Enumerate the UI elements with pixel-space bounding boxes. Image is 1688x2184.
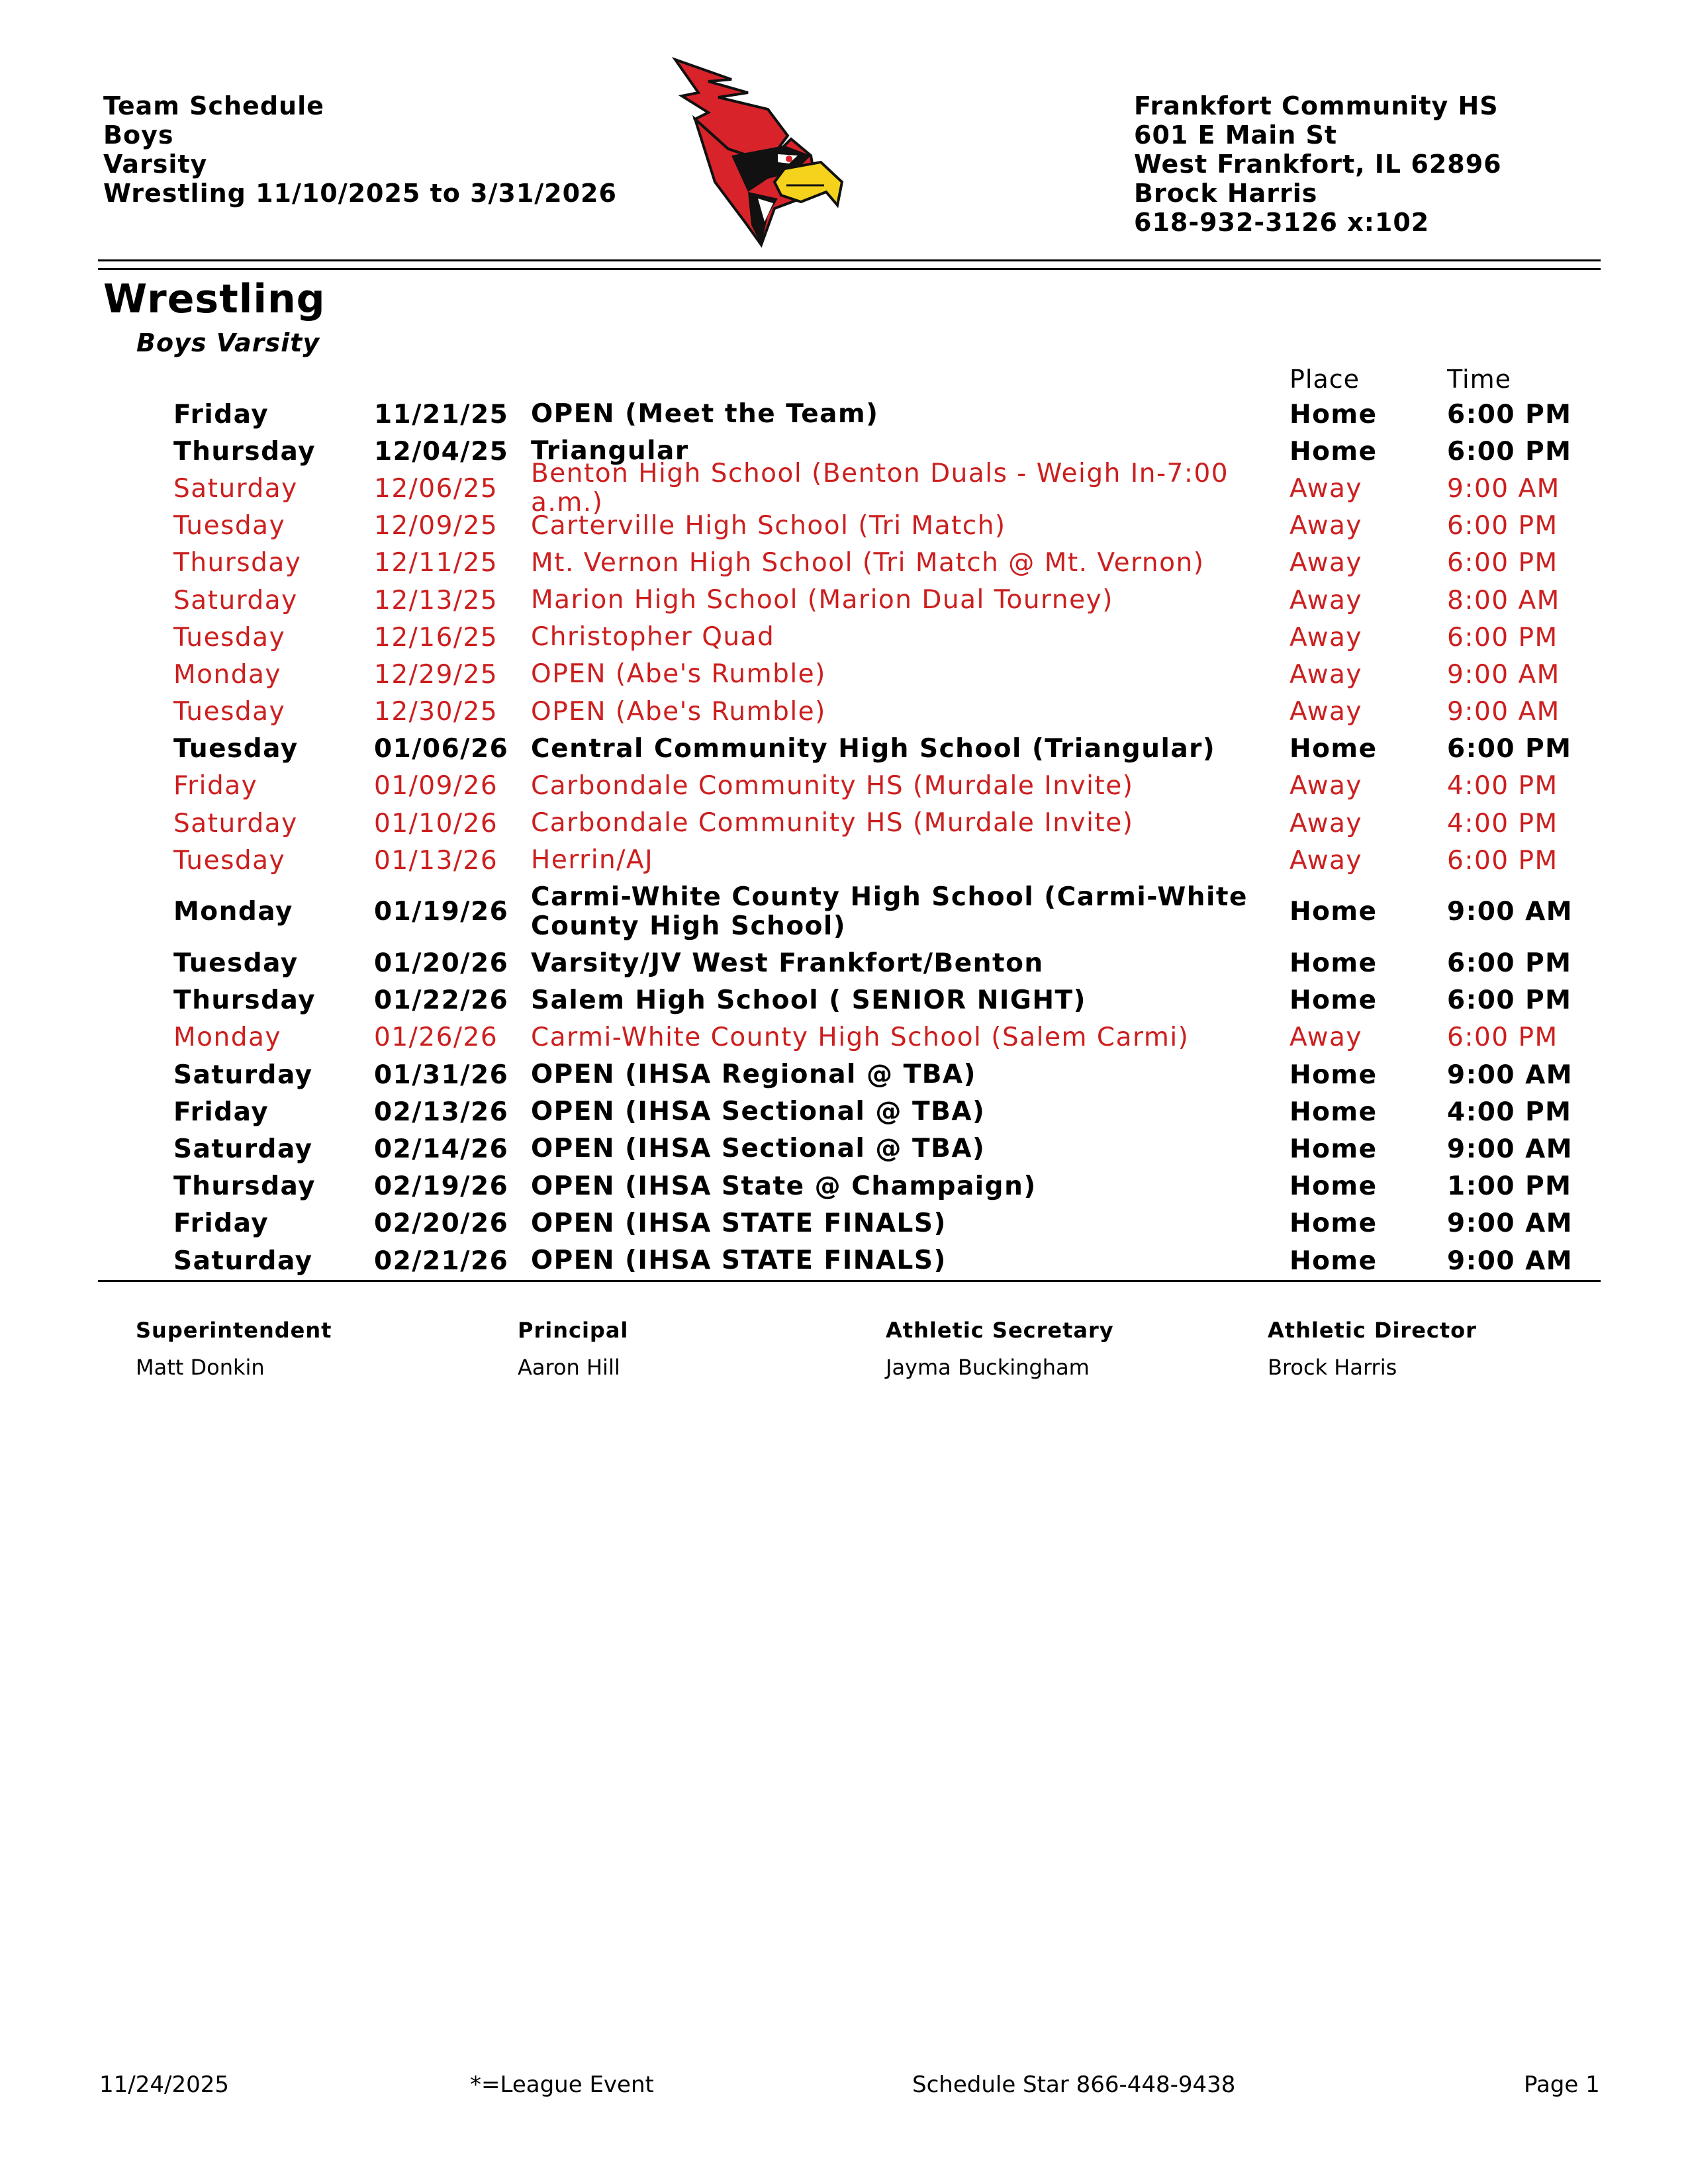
row-place: Away bbox=[1289, 585, 1362, 615]
schedule-row bbox=[0, 508, 1688, 545]
row-time: 4:00 PM bbox=[1447, 808, 1558, 839]
place-column-header: Place bbox=[1289, 365, 1360, 394]
schedule-row bbox=[0, 656, 1688, 693]
row-opponent: Carmi-White County High School (Carmi-White County High School) bbox=[531, 882, 1248, 941]
staff-athletic-secretary bbox=[886, 1317, 1114, 1381]
row-time: 6:00 PM bbox=[1447, 622, 1558, 653]
row-date: 01/13/26 bbox=[374, 845, 498, 876]
row-day: Friday bbox=[173, 771, 258, 801]
team-info-line: Boys bbox=[103, 120, 174, 150]
row-opponent: Herrin/AJ bbox=[531, 845, 654, 876]
team-info-line: Varsity bbox=[103, 150, 208, 179]
row-opponent: OPEN (IHSA State @ Champaign) bbox=[531, 1171, 1037, 1201]
row-place: Away bbox=[1289, 1023, 1362, 1053]
schedule-row bbox=[0, 768, 1688, 805]
staff-name: Brock Harris bbox=[1268, 1355, 1397, 1380]
row-opponent: OPEN (IHSA Regional @ TBA) bbox=[531, 1060, 976, 1090]
row-opponent: Central Community High School (Triangular) bbox=[531, 733, 1216, 764]
schedule-row bbox=[0, 1205, 1688, 1242]
row-place: Away bbox=[1289, 511, 1362, 541]
row-day: Tuesday bbox=[173, 948, 299, 979]
row-day: Tuesday bbox=[173, 845, 286, 876]
row-date: 12/30/25 bbox=[374, 697, 498, 727]
staff-title: Superintendent bbox=[136, 1318, 332, 1343]
row-time: 6:00 PM bbox=[1447, 1023, 1558, 1053]
row-opponent: OPEN (IHSA Sectional @ TBA) bbox=[531, 1134, 986, 1164]
row-day: Saturday bbox=[173, 1246, 313, 1276]
staff-superintendent bbox=[136, 1317, 332, 1381]
team-info-line: Team Schedule bbox=[103, 91, 324, 120]
row-day: Thursday bbox=[173, 548, 302, 578]
schedule-row bbox=[0, 879, 1688, 944]
row-place: Away bbox=[1289, 473, 1362, 504]
row-time: 9:00 AM bbox=[1447, 659, 1560, 690]
schedule-subtitle: Boys Varsity bbox=[136, 328, 320, 357]
school-info-line: West Frankfort, IL 62896 bbox=[1134, 150, 1502, 179]
row-time: 9:00 AM bbox=[1447, 697, 1560, 727]
schedule-row bbox=[0, 1130, 1688, 1167]
logo-crest bbox=[675, 60, 788, 162]
team-info-line: Wrestling 11/10/2025 to 3/31/2026 bbox=[103, 179, 617, 208]
schedule-row bbox=[0, 1242, 1688, 1279]
row-place: Away bbox=[1289, 808, 1362, 839]
row-time: 9:00 AM bbox=[1447, 1134, 1573, 1164]
table-bottom-divider bbox=[98, 1280, 1601, 1282]
row-opponent: Carbondale Community HS (Murdale Invite) bbox=[531, 770, 1134, 801]
row-place: Home bbox=[1289, 1060, 1378, 1090]
schedule-row bbox=[0, 694, 1688, 731]
row-time: 9:00 AM bbox=[1447, 1246, 1573, 1276]
row-opponent: OPEN (IHSA Sectional @ TBA) bbox=[531, 1097, 986, 1127]
staff-name: Aaron Hill bbox=[518, 1355, 620, 1380]
logo-neck bbox=[748, 192, 778, 245]
row-place: Home bbox=[1289, 1134, 1378, 1164]
row-day: Thursday bbox=[173, 1171, 316, 1202]
footer-legend: *=League Event bbox=[470, 2071, 654, 2098]
row-place: Home bbox=[1289, 1208, 1378, 1239]
row-opponent: Salem High School ( SENIOR NIGHT) bbox=[531, 985, 1086, 1015]
row-time: 9:00 AM bbox=[1447, 473, 1560, 504]
row-place: Away bbox=[1289, 548, 1362, 578]
staff-title: Principal bbox=[518, 1318, 629, 1343]
row-date: 02/21/26 bbox=[374, 1246, 509, 1276]
row-time: 9:00 AM bbox=[1447, 897, 1573, 927]
row-time: 6:00 PM bbox=[1447, 985, 1572, 1016]
row-date: 12/16/25 bbox=[374, 622, 498, 653]
staff-athletic-director bbox=[1268, 1317, 1477, 1381]
staff-name: Jayma Buckingham bbox=[886, 1355, 1090, 1380]
staff-principal bbox=[518, 1317, 628, 1381]
schedule-row bbox=[0, 459, 1688, 518]
row-place: Away bbox=[1289, 622, 1362, 653]
school-info-line: 618-932-3126 x:102 bbox=[1134, 208, 1430, 237]
row-opponent: Benton High School (Benton Duals - Weigh In-7:00 a.m.) bbox=[531, 459, 1229, 518]
time-column-header: Time bbox=[1447, 365, 1511, 394]
logo-pupil bbox=[786, 156, 792, 162]
staff-name: Matt Donkin bbox=[136, 1355, 265, 1380]
row-opponent: Carbondale Community HS (Murdale Invite) bbox=[531, 808, 1134, 839]
row-time: 9:00 AM bbox=[1447, 1208, 1573, 1239]
row-date: 01/10/26 bbox=[374, 808, 498, 839]
row-opponent: Carterville High School (Tri Match) bbox=[531, 510, 1006, 541]
row-day: Saturday bbox=[173, 1060, 313, 1090]
row-place: Home bbox=[1289, 1171, 1378, 1202]
footer-date: 11/24/2025 bbox=[99, 2071, 229, 2098]
row-opponent: Christopher Quad bbox=[531, 622, 775, 653]
schedule-row bbox=[0, 982, 1688, 1019]
row-place: Home bbox=[1289, 399, 1378, 430]
row-opponent: OPEN (Abe's Rumble) bbox=[531, 659, 826, 690]
header-divider bbox=[98, 268, 1601, 270]
schedule-row bbox=[0, 731, 1688, 768]
row-opponent: OPEN (IHSA STATE FINALS) bbox=[531, 1246, 947, 1276]
redbird-logo bbox=[669, 56, 847, 248]
row-date: 01/19/26 bbox=[374, 897, 509, 927]
row-date: 02/14/26 bbox=[374, 1134, 509, 1164]
row-place: Home bbox=[1289, 985, 1378, 1016]
row-place: Home bbox=[1289, 436, 1378, 467]
row-day: Tuesday bbox=[173, 697, 286, 727]
row-date: 12/29/25 bbox=[374, 659, 498, 690]
row-place: Away bbox=[1289, 845, 1362, 876]
staff-title: Athletic Secretary bbox=[886, 1318, 1114, 1343]
schedule-row bbox=[0, 396, 1688, 433]
row-day: Friday bbox=[173, 399, 269, 430]
row-opponent: Mt. Vernon High School (Tri Match @ Mt. Vernon) bbox=[531, 547, 1205, 578]
schedule-row bbox=[0, 1056, 1688, 1093]
row-place: Home bbox=[1289, 1246, 1378, 1276]
row-time: 4:00 PM bbox=[1447, 1097, 1572, 1127]
row-date: 02/20/26 bbox=[374, 1208, 509, 1239]
header-divider bbox=[98, 259, 1601, 261]
row-day: Tuesday bbox=[173, 734, 299, 764]
schedule-row bbox=[0, 842, 1688, 879]
school-info-line: Frankfort Community HS bbox=[1134, 91, 1499, 120]
schedule-row bbox=[0, 805, 1688, 842]
school-info-line: Brock Harris bbox=[1134, 179, 1318, 208]
row-place: Away bbox=[1289, 659, 1362, 690]
row-time: 6:00 PM bbox=[1447, 548, 1558, 578]
row-time: 6:00 PM bbox=[1447, 948, 1572, 979]
row-date: 12/04/25 bbox=[374, 436, 509, 467]
row-time: 6:00 PM bbox=[1447, 511, 1558, 541]
row-time: 6:00 PM bbox=[1447, 845, 1558, 876]
row-date: 12/06/25 bbox=[374, 473, 498, 504]
footer-page-number: Page 1 bbox=[1524, 2071, 1600, 2098]
schedule-row bbox=[0, 944, 1688, 981]
team-info bbox=[103, 91, 617, 208]
row-place: Away bbox=[1289, 771, 1362, 801]
row-opponent: Varsity/JV West Frankfort/Benton bbox=[531, 948, 1044, 978]
row-opponent: Marion High School (Marion Dual Tourney) bbox=[531, 585, 1113, 615]
row-time: 6:00 PM bbox=[1447, 399, 1572, 430]
row-time: 4:00 PM bbox=[1447, 771, 1558, 801]
row-time: 8:00 AM bbox=[1447, 585, 1560, 615]
row-place: Home bbox=[1289, 948, 1378, 979]
row-opponent: Carmi-White County High School (Salem Carmi) bbox=[531, 1022, 1190, 1052]
row-date: 02/13/26 bbox=[374, 1097, 509, 1127]
row-place: Home bbox=[1289, 734, 1378, 764]
row-opponent: OPEN (Abe's Rumble) bbox=[531, 696, 826, 727]
row-day: Monday bbox=[173, 1023, 281, 1053]
row-time: 6:00 PM bbox=[1447, 734, 1572, 764]
schedule-row bbox=[0, 1019, 1688, 1056]
row-place: Home bbox=[1289, 1097, 1378, 1127]
row-time: 1:00 PM bbox=[1447, 1171, 1572, 1202]
row-day: Tuesday bbox=[173, 511, 286, 541]
row-date: 01/31/26 bbox=[374, 1060, 509, 1090]
schedule-row bbox=[0, 545, 1688, 582]
row-time: 9:00 AM bbox=[1447, 1060, 1573, 1090]
school-info bbox=[1134, 91, 1502, 237]
row-place: Home bbox=[1289, 897, 1378, 927]
row-date: 12/09/25 bbox=[374, 511, 498, 541]
sport-title: Wrestling bbox=[103, 276, 326, 322]
row-date: 01/20/26 bbox=[374, 948, 509, 979]
schedule-row bbox=[0, 619, 1688, 656]
row-day: Saturday bbox=[173, 585, 298, 615]
schedule-row bbox=[0, 582, 1688, 619]
schedule-row bbox=[0, 1093, 1688, 1130]
row-time: 6:00 PM bbox=[1447, 436, 1572, 467]
row-day: Tuesday bbox=[173, 622, 286, 653]
row-day: Saturday bbox=[173, 808, 298, 839]
row-place: Away bbox=[1289, 697, 1362, 727]
row-day: Thursday bbox=[173, 985, 316, 1016]
staff-title: Athletic Director bbox=[1268, 1318, 1477, 1343]
row-day: Friday bbox=[173, 1097, 269, 1127]
row-day: Friday bbox=[173, 1208, 269, 1239]
row-date: 12/11/25 bbox=[374, 548, 498, 578]
row-day: Saturday bbox=[173, 1134, 313, 1164]
row-date: 01/09/26 bbox=[374, 771, 498, 801]
schedule-table bbox=[0, 396, 1688, 1279]
schedule-row bbox=[0, 1168, 1688, 1205]
row-opponent: OPEN (IHSA STATE FINALS) bbox=[531, 1208, 947, 1238]
row-date: 02/19/26 bbox=[374, 1171, 509, 1202]
row-day: Thursday bbox=[173, 436, 316, 467]
school-info-line: 601 E Main St bbox=[1134, 120, 1338, 150]
row-day: Saturday bbox=[173, 473, 298, 504]
row-date: 11/21/25 bbox=[374, 399, 509, 430]
row-opponent: Triangular bbox=[531, 436, 689, 467]
row-date: 01/06/26 bbox=[374, 734, 509, 764]
row-date: 01/26/26 bbox=[374, 1023, 498, 1053]
row-date: 01/22/26 bbox=[374, 985, 509, 1016]
row-date: 12/13/25 bbox=[374, 585, 498, 615]
row-day: Monday bbox=[173, 659, 281, 690]
row-day: Monday bbox=[173, 897, 293, 927]
footer-provider: Schedule Star 866-448-9438 bbox=[912, 2071, 1236, 2098]
row-opponent: OPEN (Meet the Team) bbox=[531, 399, 879, 430]
